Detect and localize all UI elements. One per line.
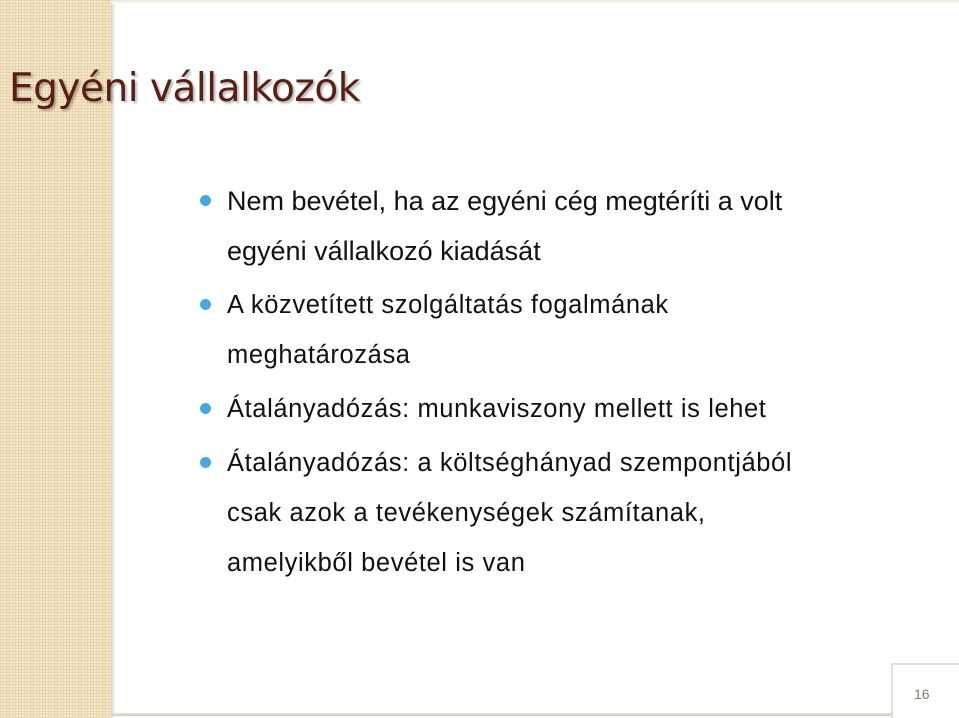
- bullet-text: [227, 384, 935, 434]
- bullet-line: Átalányadózás: munkaviszony mellett is lehet: [227, 395, 767, 423]
- top-border: [111, 0, 959, 4]
- bullet-icon: [200, 403, 211, 414]
- bullet-item: [200, 176, 935, 276]
- bullet-icon: [200, 299, 211, 310]
- bottom-border: [111, 713, 959, 716]
- bullet-item: [200, 438, 935, 588]
- bullet-list: [200, 176, 935, 592]
- bullet-line: Átalányadózás: a költséghányad szempontjából: [227, 449, 793, 477]
- bullet-item: [200, 384, 935, 434]
- bullet-line: csak azok a tevékenységek számítanak,: [227, 499, 706, 527]
- bullet-icon: [200, 195, 211, 206]
- bullet-item: [200, 280, 935, 380]
- bullet-icon: [200, 457, 211, 468]
- bullet-line: A közvetített szolgáltatás fogalmának: [227, 291, 669, 319]
- bullet-text: [227, 438, 935, 588]
- bullet-line: Nem bevétel, ha az egyéni cég megtéríti a volt: [227, 186, 783, 216]
- bullet-line: amelyikből bevétel is van: [227, 549, 526, 577]
- page-number: 16: [914, 686, 930, 702]
- bullet-text: [227, 176, 935, 276]
- slide-title: Egyéni vállalkozók: [9, 66, 360, 111]
- bullet-line: egyéni vállalkozó kiadását: [227, 236, 541, 266]
- bullet-text: [227, 280, 935, 380]
- bullet-line: meghatározása: [227, 341, 411, 369]
